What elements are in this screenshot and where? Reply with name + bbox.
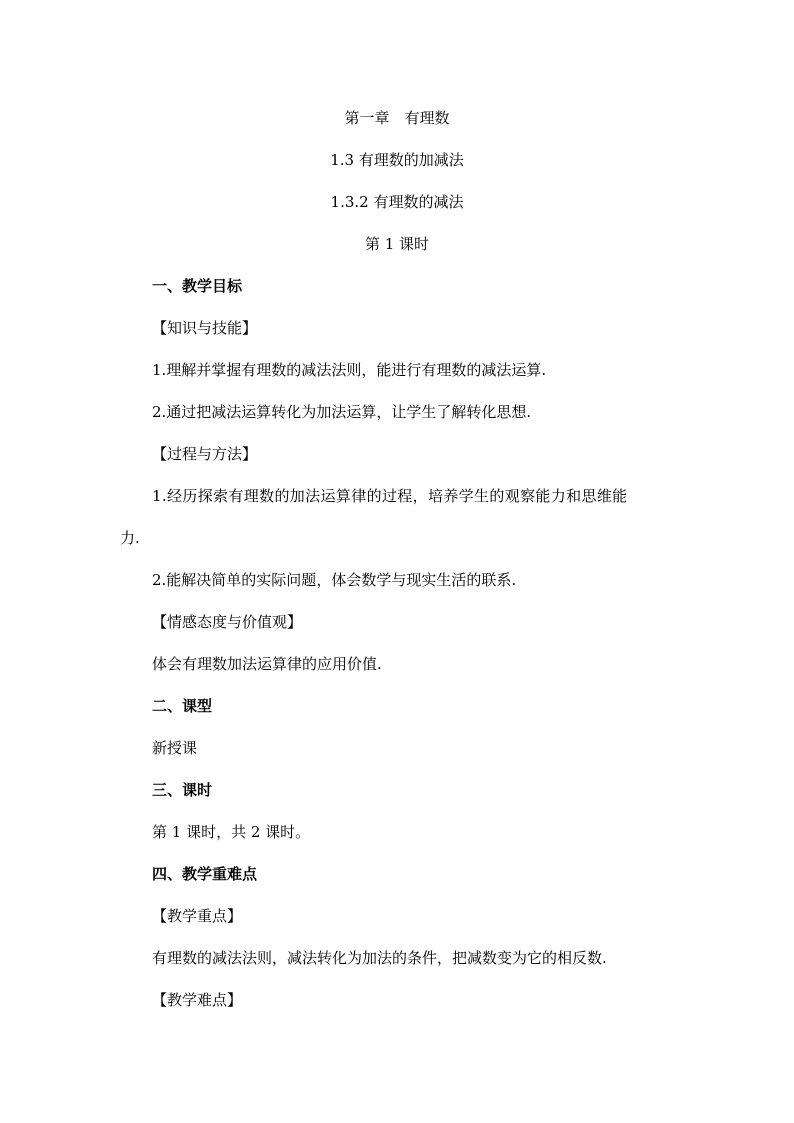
knowledge-item-1: 1.理解并掌握有理数的减法法则，能进行有理数的减法运算. bbox=[152, 361, 547, 379]
goals-heading: 一、教学目标 bbox=[152, 277, 243, 295]
focus-label: 【教学重点】 bbox=[152, 907, 243, 925]
attitude-label: 【情感态度与价值观】 bbox=[152, 613, 303, 631]
process-item-2: 2.能解决简单的实际问题，体会数学与现实生活的联系. bbox=[152, 571, 517, 589]
key-points-heading: 四、教学重难点 bbox=[152, 865, 258, 883]
lesson-title: 第 1 课时 bbox=[364, 235, 430, 253]
lesson-type-value: 新授课 bbox=[152, 739, 198, 757]
subsection-title: 1.3.2 有理数的减法 bbox=[330, 193, 464, 211]
process-item-1-line-1: 1.经历探索有理数的加法运算律的过程，培养学生的观察能力和思维能 bbox=[152, 487, 628, 505]
knowledge-label: 【知识与技能】 bbox=[152, 319, 258, 337]
difficulty-label: 【教学难点】 bbox=[152, 991, 243, 1009]
section-title: 1.3 有理数的加减法 bbox=[330, 151, 464, 169]
attitude-item: 体会有理数加法运算律的应用价值. bbox=[152, 655, 382, 673]
class-hours-heading: 三、课时 bbox=[152, 781, 213, 799]
knowledge-item-2: 2.通过把减法运算转化为加法运算，让学生了解转化思想. bbox=[152, 403, 532, 421]
chapter-title: 第一章 有理数 bbox=[344, 109, 450, 127]
process-label: 【过程与方法】 bbox=[152, 445, 258, 463]
lesson-type-heading: 二、课型 bbox=[152, 697, 213, 715]
class-hours-value: 第 1 课时，共 2 课时。 bbox=[152, 823, 311, 841]
process-item-1-line-2: 力. bbox=[120, 529, 140, 547]
focus-text: 有理数的减法法则，减法转化为加法的条件，把减数变为它的相反数. bbox=[152, 949, 607, 967]
